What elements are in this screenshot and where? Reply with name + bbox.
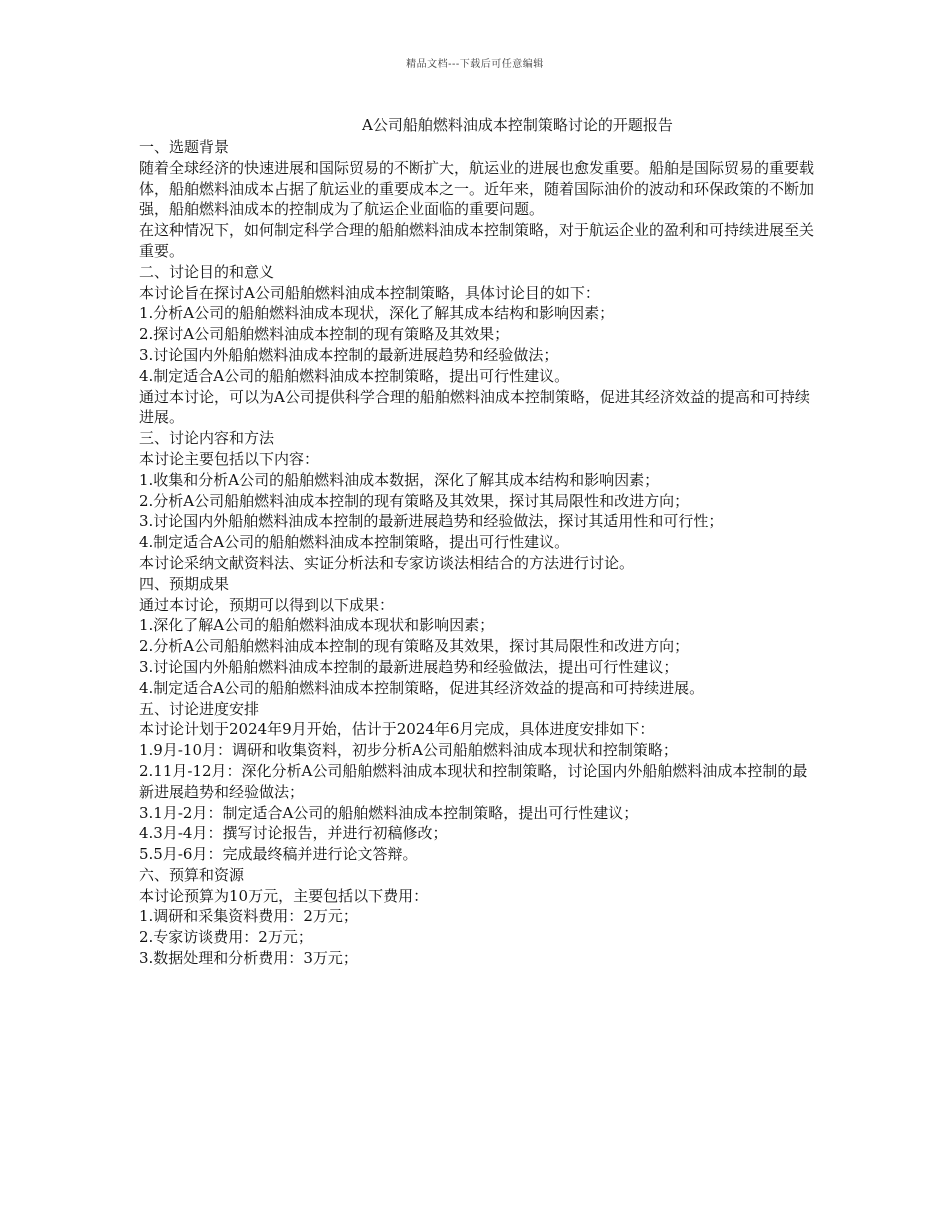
document-body bbox=[139, 137, 821, 969]
paragraph: 本讨论采纳文献资料法、实证分析法和专家访谈法相结合的方法进行讨论。 bbox=[139, 553, 635, 572]
document-title: A公司船舶燃料油成本控制策略讨论的开题报告 bbox=[362, 116, 673, 134]
header-watermark: 精品文档---下载后可任意编辑 bbox=[406, 59, 544, 70]
list-item: 2.分析A公司船舶燃料油成本控制的现有策略及其效果，探讨其局限性和改进方向； bbox=[139, 491, 690, 510]
list-item: 1.分析A公司的船舶燃料油成本现状，深化了解其成本结构和影响因素； bbox=[139, 304, 615, 323]
list-item: 4.制定适合A公司的船舶燃料油成本控制策略，促进其经济效益的提高和可持续进展。 bbox=[139, 678, 705, 697]
section-heading: 四、预期成果 bbox=[139, 574, 230, 593]
section-heading: 五、讨论进度安排 bbox=[139, 699, 260, 718]
list-item: 5.5月-6月：完成最终稿并进行论文答辩。 bbox=[139, 845, 418, 864]
list-item: 1.深化了解A公司的船舶燃料油成本现状和影响因素； bbox=[139, 616, 495, 635]
list-item: 1.收集和分析A公司的船舶燃料油成本数据，深化了解其成本结构和影响因素； bbox=[139, 470, 660, 489]
paragraph: 通过本讨论，可以为A公司提供科学合理的船舶燃料油成本控制策略，促进其经济效益的提高和可持续进展。 bbox=[139, 387, 810, 427]
paragraph: 本讨论旨在探讨A公司船舶燃料油成本控制策略，具体讨论目的如下： bbox=[139, 283, 600, 302]
paragraph: 本讨论预算为10万元，主要包括以下费用： bbox=[139, 886, 429, 905]
list-item: 2.分析A公司船舶燃料油成本控制的现有策略及其效果，探讨其局限性和改进方向； bbox=[139, 637, 690, 656]
paragraph: 通过本讨论，预期可以得到以下成果： bbox=[139, 595, 395, 614]
paragraph: 本讨论主要包括以下内容： bbox=[139, 449, 320, 468]
list-item: 4.制定适合A公司的船舶燃料油成本控制策略，提出可行性建议。 bbox=[139, 366, 570, 385]
list-item: 3.数据处理和分析费用：3万元； bbox=[139, 949, 358, 968]
list-item: 3.讨论国内外船舶燃料油成本控制的最新进展趋势和经验做法，探讨其适用性和可行性； bbox=[139, 512, 724, 531]
list-item: 2.11月-12月：深化分析A公司船舶燃料油成本现状和控制策略，讨论国内外船舶燃料油成本控制的最新进展趋势和经验做法； bbox=[139, 761, 808, 801]
list-item: 1.9月-10月：调研和收集资料，初步分析A公司船舶燃料油成本现状和控制策略； bbox=[139, 741, 678, 760]
list-item: 3.讨论国内外船舶燃料油成本控制的最新进展趋势和经验做法； bbox=[139, 345, 559, 364]
list-item: 3.1月-2月：制定适合A公司的船舶燃料油成本控制策略，提出可行性建议； bbox=[139, 803, 639, 822]
paragraph: 随着全球经济的快速进展和国际贸易的不断扩大，航运业的进展也愈发重要。船舶是国际贸易的重要载体，船舶燃料油成本占据了航运业的重要成本之一。近年来，随着国际油价的波动和环保政策的不断加强，船舶燃料油成本的控制成为了航运企业面临的重要问题。 bbox=[139, 158, 815, 219]
paragraph: 在这种情况下，如何制定科学合理的船舶燃料油成本控制策略，对于航运企业的盈利和可持续进展至关重要。 bbox=[139, 221, 815, 260]
section-heading: 一、选题背景 bbox=[139, 138, 230, 156]
list-item: 3.讨论国内外船舶燃料油成本控制的最新进展趋势和经验做法，提出可行性建议； bbox=[139, 657, 679, 676]
section-heading: 六、预算和资源 bbox=[139, 865, 245, 884]
list-item: 4.3月-4月：撰写讨论报告，并进行初稿修改； bbox=[139, 824, 448, 843]
list-item: 2.探讨A公司船舶燃料油成本控制的现有策略及其效果； bbox=[139, 325, 510, 344]
list-item: 4.制定适合A公司的船舶燃料油成本控制策略，提出可行性建议。 bbox=[139, 533, 570, 552]
section-heading: 三、讨论内容和方法 bbox=[139, 429, 275, 448]
list-item: 2.专家访谈费用：2万元； bbox=[139, 928, 313, 947]
paragraph: 本讨论计划于2024年9月开始，估计于2024年6月完成，具体进度安排如下： bbox=[139, 720, 655, 739]
list-item: 1.调研和采集资料费用：2万元； bbox=[139, 907, 358, 926]
section-heading: 二、讨论目的和意义 bbox=[139, 262, 275, 281]
